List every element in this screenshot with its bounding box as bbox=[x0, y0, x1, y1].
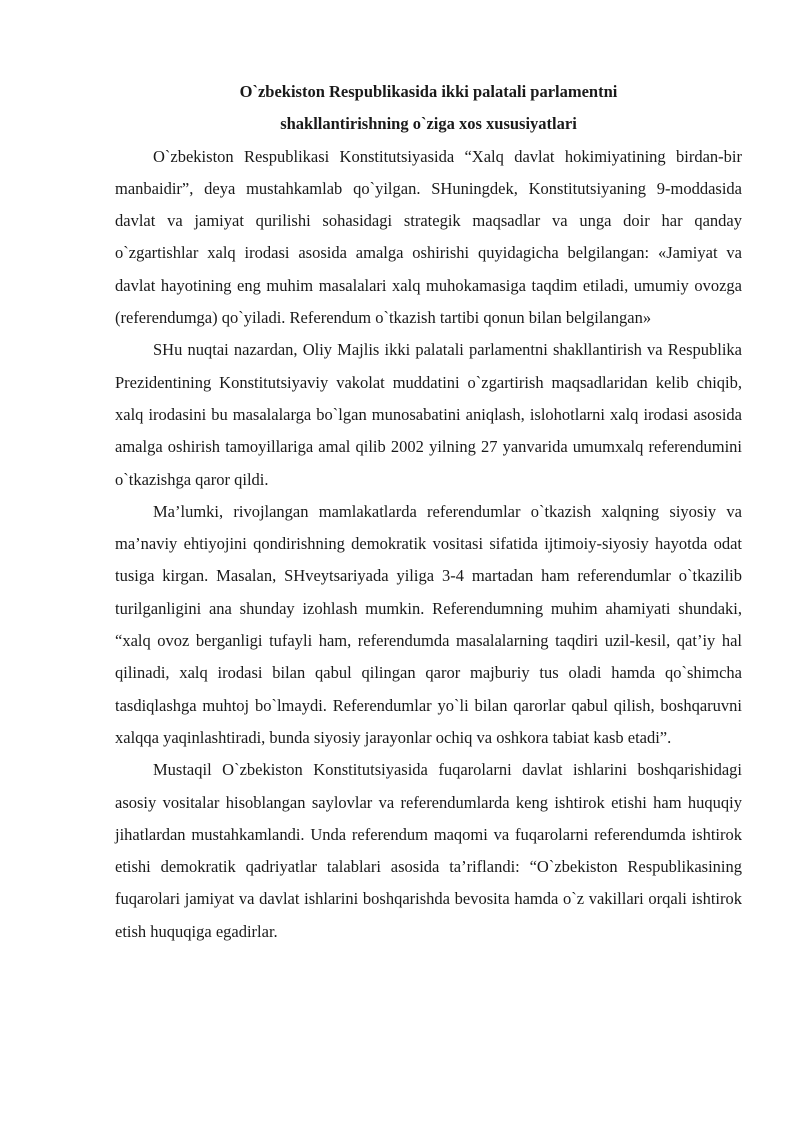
document-page bbox=[115, 76, 742, 948]
paragraph-2: SHu nuqtai nazardan, Oliy Majlis ikki palatali parlamentni shakllantirish va Respublika Prezidentining Konstitutsiyaviy vakolat muddatini o`zgartirish maqsadlaridan kelib chiqib, xalq irodasini bu masalalarga bo`lgan munosabatini aniqlash, islohotlarni xalq irodasi asosida amalga oshirish tamoyillariga amal qilib 2002 yilning 27 yanvarida umumxalq referendumini o`tkazishga qaror qildi. bbox=[115, 340, 742, 489]
paragraph-3: Ma’lumki, rivojlangan mamlakatlarda referendumlar o`tkazish xalqning siyosiy va ma’naviy ehtiyojini qondirishning demokratik vositasi sifatida ijtimoiy-siyosiy hayotda odat tusiga kirgan. Masalan, SHveytsariyada yiliga 3-4 martadan ham referendumlar o`tkazilib turilganligini ana shunday izohlash mumkin. Referendumning muhim ahamiyati shundaki, “xalq ovoz berganligi tufayli ham, referendumda masalalarning taqdiri uzil-kesil, qat’iy hal qilinadi, xalq irodasi bilan qabul qilingan qaror majburiy tus oladi hamda qo`shimcha tasdiqlashga muhtoj bo`lmaydi. Referendumlar yo`li bilan qarorlar qabul qilish, boshqaruvni xalqqa yaqinlashtiradi, bunda siyosiy jarayonlar ochiq va oshkora tabiat kasb etadi”. bbox=[115, 501, 742, 747]
document-title-line-1: O`zbekiston Respublikasida ikki palatali parlamentni bbox=[239, 82, 618, 101]
paragraph-1: O`zbekiston Respublikasi Konstitutsiyasida “Xalq davlat hokimiyatining birdan-bir manbaidir”, deya mustahkamlab qo`yilgan. SHuningdek, Konstitutsiyaning 9-moddasida davlat va jamiyat qurilishi sohasidagi strategik maqsadlar va unga doir har qanday o`zgartishlar xalq irodasi asosida amalga oshirishi quyidagicha belgilangan: «Jamiyat va davlat hayotining eng muhim masalalari xalq muhokamasiga taqdim etiladi, umumiy ovozga (referendumga) qo`yiladi. Referendum o`tkazish tartibi qonun bilan belgilangan» bbox=[115, 146, 742, 328]
paragraph-4: Mustaqil O`zbekiston Konstitutsiyasida fuqarolarni davlat ishlarini boshqarishidagi asosiy vositalar hisoblangan saylovlar va referendumlarda keng ishtirok etishi ham huquqiy jihatlardan mustahkamlandi. Unda referendum maqomi va fuqarolarni referendumda ishtirok etishi demokratik qadriyatlar talablari asosida ta’riflandi: “O`zbekiston Respublikasining fuqarolari jamiyat va davlat ishlarini boshqarishda bevosita hamda o`z vakillari orqali ishtirok etish huquqiga egadirlar. bbox=[115, 760, 742, 941]
document-title-line-2: shakllantirishning o`ziga xos xususiyatlari bbox=[280, 114, 577, 134]
